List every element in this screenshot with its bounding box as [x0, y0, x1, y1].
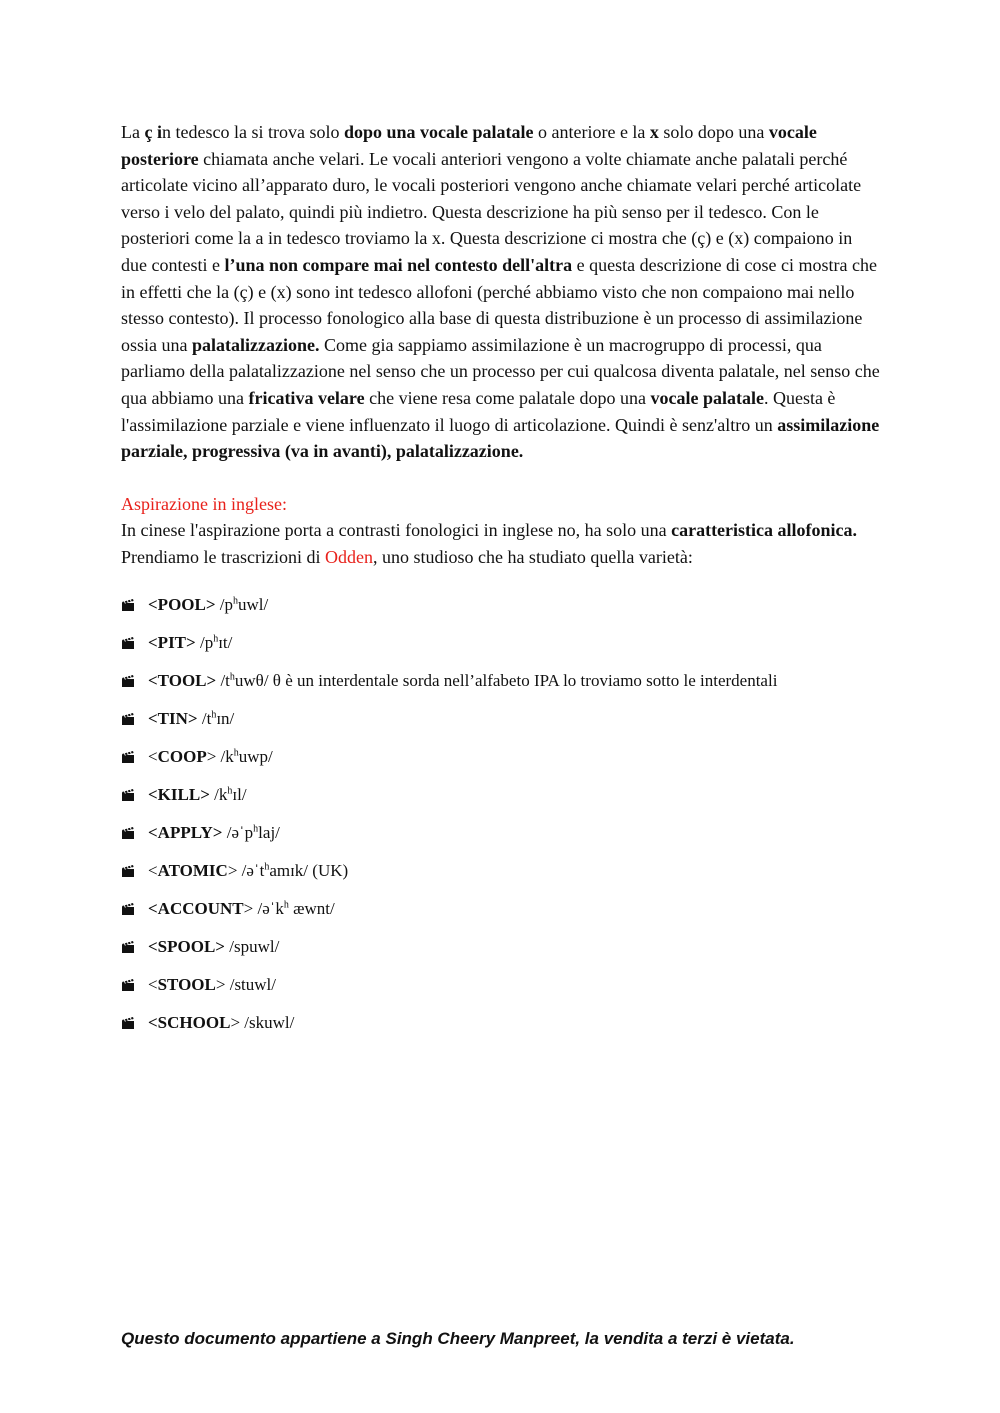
document-body: [121, 119, 881, 1049]
clapperboard-icon: [121, 864, 135, 878]
transcription-item: [121, 745, 881, 783]
item-word: <PIT>: [148, 632, 196, 652]
transcription-item: [121, 783, 881, 821]
transcription-item: [121, 669, 881, 707]
item-transcription: $/p^hɪt/$: [195, 632, 233, 652]
item-transcription: /stuwl/: [225, 974, 277, 994]
section-heading: Aspirazione in inglese:: [121, 493, 287, 514]
item-transcription: /skuwl/: [240, 1012, 295, 1032]
transcription-item: [121, 897, 881, 935]
item-word: <TIN>: [148, 708, 198, 728]
paragraph1-run: vocale palatale: [650, 387, 764, 408]
clapperboard-icon: [121, 902, 135, 916]
item-transcription: /əˈk$^h$ æwnt/: [253, 898, 335, 918]
intro-run: Odden: [324, 546, 373, 567]
intro-paragraph: [121, 517, 881, 570]
paragraph1-run: . Questa è l'assimilazione parziale e viene influenzato il luogo di articolazione. Quindi è senz'altro un: [121, 387, 836, 435]
item-word: <COOP>: [148, 746, 217, 766]
transcription-item: [121, 859, 881, 897]
item-transcription: $/p^huwl/$: [215, 594, 269, 614]
item-word: <SCHOOL>: [148, 1012, 241, 1032]
paragraph1-run: assimilazione parziale, progressiva (va in avanti), palatalizzazione.: [121, 414, 880, 462]
transcription-list: [121, 593, 881, 1049]
clapperboard-icon: [121, 826, 135, 840]
item-word: <KILL>: [148, 784, 210, 804]
item-word: <APPLY>: [148, 822, 223, 842]
intro-run: , uno studioso che ha studiato quella varietà:: [372, 546, 693, 567]
item-transcription: /əˈt$^h$amɪk/ (UK): [237, 860, 349, 880]
paragraph1-run: palatalizzazione.: [192, 334, 320, 355]
transcription-item: [121, 935, 881, 973]
item-word: <TOOL>: [148, 670, 217, 690]
paragraph1-run: fricativa velare: [248, 387, 365, 408]
clapperboard-icon: [121, 674, 135, 688]
transcription-item: [121, 821, 881, 859]
transcription-item: [121, 707, 881, 745]
item-transcription: /spuwl/: [225, 936, 280, 956]
paragraph1-run: o anteriore e la: [533, 122, 650, 142]
paragraph1-run: e questa descrizione di cose ci mostra che in effetti che la (ç) e (x) sono int tedesco allofoni (perché abbiamo visto che non compaiono mai nello stesso contesto). Il processo fonologico alla base di questa distribuzione è un processo di assimilazione ossia una: [121, 254, 877, 355]
clapperboard-icon: [121, 1016, 135, 1030]
transcription-item: [121, 1011, 881, 1049]
item-transcription: $/k^hɪl/$: [209, 784, 247, 804]
paragraph1-run: dopo una vocale palatale: [343, 122, 534, 142]
transcription-item: [121, 973, 881, 1011]
clapperboard-icon: [121, 978, 135, 992]
clapperboard-icon: [121, 598, 135, 612]
paragraph1-run: n tedesco la si trova solo: [161, 122, 344, 142]
item-word: <POOL>: [148, 594, 216, 614]
clapperboard-icon: [121, 636, 135, 650]
item-transcription: /əˈp$^h$laj/: [222, 822, 280, 842]
item-transcription: $/k^huwp/$: [216, 746, 273, 766]
clapperboard-icon: [121, 712, 135, 726]
paragraph1-run: vocale posteriore: [121, 122, 817, 169]
paragraph1-run: Come gia sappiamo assimilazione è un macrogruppo di processi, qua parliamo della palatalizzazione nel senso che un processo per cui qualcosa diventa palatale, nel senso che qua abbiamo una: [121, 334, 880, 408]
intro-run: caratteristica allofonica.: [671, 520, 858, 541]
paragraph1-run: l’una non compare mai nel contesto dell'altra: [224, 254, 573, 275]
item-word: <ATOMIC>: [148, 860, 238, 880]
paragraph1-run: ç i: [144, 122, 162, 142]
paragraph1-run: chiamata anche velari. Le vocali anteriori vengono a volte chiamate anche palatali perché articolate vicino all’apparato duro, le vocali posteriori vengono anche chiamate velari perché articolate verso i velo del palato, quindi più indietro. Questa descrizione ha più senso per il tedesco. Con le posteriori come la a in tedesco troviamo la x. Questa descrizione ci mostra che (ç) e (x) compaiono in due contesti e: [121, 148, 862, 275]
paragraph1-run: La: [121, 122, 145, 142]
intro-run: Prendiamo le trascrizioni di: [121, 546, 325, 567]
paragraph1-run: x: [649, 122, 659, 142]
item-word: <ACCOUNT>: [148, 898, 254, 918]
clapperboard-icon: [121, 788, 135, 802]
intro-run: In cinese l'aspirazione porta a contrasti fonologici in inglese no, ha solo una: [121, 520, 672, 541]
item-transcription: $/t^hɪn/$: [197, 708, 235, 728]
item-transcription: $/t^huw\theta/$ θ è un interdentale sorda nell’alfabeto IPA lo troviamo sotto le interdentali: [216, 670, 778, 690]
paragraph1-run: solo dopo una: [658, 122, 769, 142]
item-word: <SPOOL>: [148, 936, 225, 956]
footer-notice: Questo documento appartiene a Singh Cheery Manpreet, la vendita a terzi è vietata.: [121, 1329, 795, 1348]
transcription-item: [121, 593, 881, 631]
clapperboard-icon: [121, 940, 135, 954]
paragraph-palatalizzazione: [121, 119, 881, 465]
item-word: <STOOL>: [148, 974, 226, 994]
paragraph1-run: che viene resa come palatale dopo una: [364, 387, 651, 408]
transcription-item: [121, 631, 881, 669]
clapperboard-icon: [121, 750, 135, 764]
